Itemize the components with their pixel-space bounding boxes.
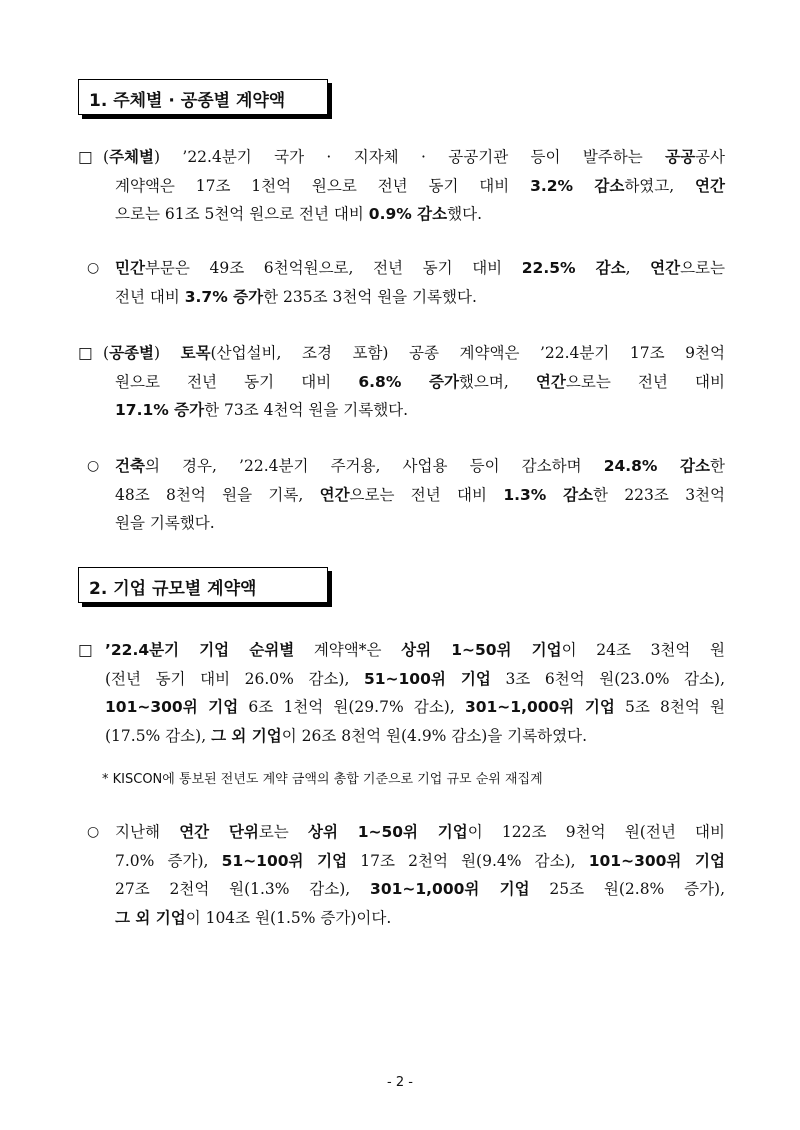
text-line: 7.0% 증가), 51~100위 기업 17조 2천억 원(9.4% 감소), 101~300위 기업: [115, 851, 725, 870]
text-line: (공종별) 토목(산업설비, 조경 포함) 공종 계약액은 ’22.4분기 17조 9천억: [103, 344, 725, 362]
paragraph-private-sector: [87, 254, 725, 311]
paragraph-civil-works: [78, 339, 725, 425]
text-line: 으로는 61조 5천억 원으로 전년 대비 0.9% 감소했다.: [115, 205, 483, 223]
text-line: 계약액은 17조 1천억 원으로 전년 동기 대비 3.2% 감소하였고, 연간: [115, 176, 725, 195]
page-number: - 2 -: [387, 1075, 413, 1090]
text-line: 원으로 전년 동기 대비 6.8% 증가했으며, 연간으로는 전년 대비: [115, 372, 725, 391]
footnote: * KISCON에 통보된 전년도 계약 금액의 총합 기준으로 기업 규모 순위 재집계: [102, 772, 543, 787]
text-line: 지난해 연간 단위로는 상위 1~50위 기업이 122조 9천억 원(전년 대비: [115, 823, 725, 841]
text-line: 원을 기록했다.: [115, 514, 215, 532]
text-line: 101~300위 기업 6조 1천억 원(29.7% 감소), 301~1,000위 기업 5조 8천억 원: [105, 698, 725, 716]
circle-bullet-icon: ○: [87, 260, 100, 276]
square-bullet-icon: □: [78, 641, 93, 659]
paragraph-firm-ranking: [78, 636, 726, 750]
section-1-title: 1. 주체별 · 공종별 계약액: [78, 79, 328, 115]
text-line: 48조 8천억 원을 기록, 연간으로는 전년 대비 1.3% 감소한 223조 3천억: [115, 485, 725, 504]
section-2-title: 2. 기업 규모별 계약액: [78, 567, 328, 603]
text-line: 민간부문은 49조 6천억원으로, 전년 동기 대비 22.5% 감소, 연간으로는: [115, 259, 725, 277]
paragraph-annual-firm-ranking: [87, 818, 726, 932]
text-line: 건축의 경우, ’22.4분기 주거용, 사업용 등이 감소하며 24.8% 감소한: [115, 457, 725, 475]
paragraph-public-works: [78, 143, 725, 229]
text-line: (주체별) ’22.4분기 국가 · 지자체 · 공공기관 등이 발주하는 공공공사: [103, 148, 725, 166]
paragraph-building: [87, 452, 725, 538]
text-line: (17.5% 감소), 그 외 기업이 26조 8천억 원(4.9% 감소)을 기록하였다.: [105, 726, 588, 745]
square-bullet-icon: □: [78, 344, 93, 362]
text-line: 전년 대비 3.7% 증가한 235조 3천억 원을 기록했다.: [115, 287, 477, 306]
text-line: 그 외 기업이 104조 원(1.5% 증가)이다.: [115, 908, 392, 927]
circle-bullet-icon: ○: [87, 824, 100, 840]
text-line: (전년 동기 대비 26.0% 감소), 51~100위 기업 3조 6천억 원(23.0% 감소),: [105, 669, 726, 688]
text-line: 27조 2천억 원(1.3% 감소), 301~1,000위 기업 25조 원(2.8% 증가),: [115, 880, 726, 898]
circle-bullet-icon: ○: [87, 458, 100, 474]
text-line: ’22.4분기 기업 순위별 계약액*은 상위 1~50위 기업이 24조 3천억 원: [105, 641, 725, 659]
square-bullet-icon: □: [78, 148, 93, 166]
text-line: 17.1% 증가한 73조 4천억 원을 기록했다.: [115, 401, 409, 419]
